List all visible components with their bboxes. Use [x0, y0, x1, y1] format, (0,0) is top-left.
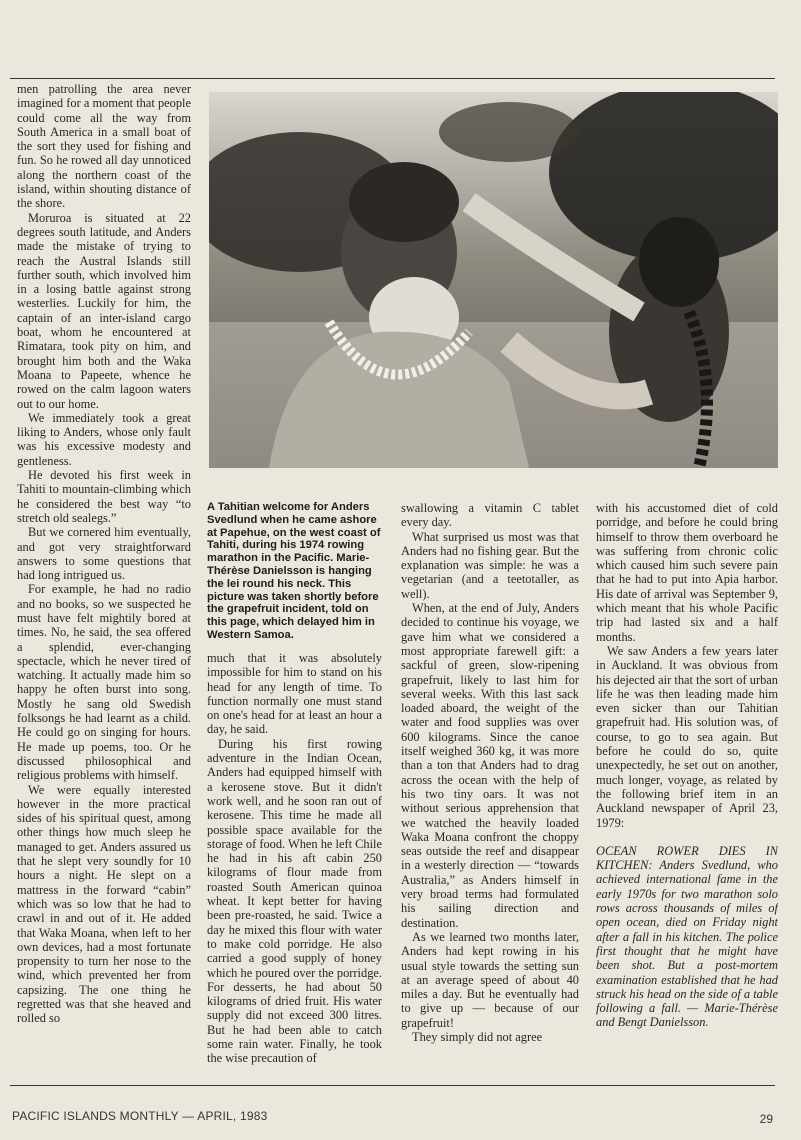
paragraph: When, at the end of July, Anders decided to continue his voyage, we gave him what we considered a most appropriate farewell gift: a sackful of green, slow-ripening grapefruit, likely to last him for several weeks. With this last sack loaded aboard, the weight of the water and food supplies was over 600 kilograms. Since the canoe itself weighed 360 kg, it was more than a ton that Anders had to drag across the ocean with the help of his two tiny oars. It was not without serious apprehension that we watched the heavily loaded Waka Moana confront the choppy seas outside the reef and disappear in a westerly direction — “towards Australia,” as Anders himself in very broad terms had formulated his sailing direction and destination.	[401, 601, 579, 930]
article-column-1	[17, 82, 191, 1082]
photo-tahitian-welcome	[209, 92, 778, 468]
paragraph: We immediately took a great liking to Anders, whose only fault was his excessive modesty and gentleness.	[17, 410, 191, 468]
paragraph: swallowing a vitamin C tablet every day.	[401, 501, 579, 530]
article-column-3	[401, 501, 579, 1081]
publication-footer: PACIFIC ISLANDS MONTHLY — APRIL, 1983	[12, 1109, 268, 1123]
paragraph: They simply did not agree	[412, 1029, 543, 1044]
paragraph: We were equally interested however in the more practical sides of his spiritual quest, among other things how much sleep he managed to get. Anders assured us that he slept very soundly for 10 hours a night. He slept on a mattress in the forward “cabin” which was so low that he had to crawl in and out of it. He added that Waka Moana, when left to her own devices, had a most fortunate propensity to turn her nose to the wind, which prevented her from capsizing. The one thing he regretted was that she heaved and rolled so	[17, 782, 191, 1026]
paragraph: As we learned two months later, Anders had kept rowing in his usual style towards the setting sun at an average speed of about 40 miles a day. But he eventually had to give up — because of our grapefruit!	[401, 929, 579, 1030]
paragraph: For example, he had no radio and no books, so we suspected he must have felt mightily bored at times. No, he said, the sea offered a splendid, ever-changing spectacle, which he never tired of watching. It actually made him so happy he often burst into song. Mostly he sang old Swedish folksongs he had learnt as a child. He could go on singing for hours. He made up poems, too. Or he discussed philosophical and religious problems with himself.	[17, 582, 191, 783]
bottom-rule	[10, 1085, 775, 1086]
paragraph: with his accustomed diet of cold porridge, and before he could bring himself to throw them overboard he was suffering from chronic colic which caused him such severe pain that he had to put into Apia harbor. His date of arrival was September 9, which meant that his whole Pacific trip had lasted six and a half months.	[596, 501, 778, 644]
page-number: 29	[759, 1112, 773, 1126]
paragraph: men patrolling the area never imagined for a moment that people could come all the way from South America in a small boat of the sort they used for fishing and fun. So he rowed all day unnoticed along the northern coast of the island, within shouting distance of the shore.	[17, 82, 191, 211]
article-column-4	[596, 501, 778, 1081]
paragraph: During his first rowing adventure in the Indian Ocean, Anders had equipped himself with a kerosene stove. But it didn't work well, and he soon ran out of kerosene. This time he made all possible space available for the storage of food. When he left Chile he had in his aft cabin 250 kilograms of flour made from roasted South American quinoa wheat. It kept better for having been pre-roasted, he said. Twice a day he mixed this flour with water to make cold porridge. He also carried a good supply of honey which he poured over the porridge. For desserts, he had about 50 kilograms of dried fruit. His water supply did not exceed 300 litres. But he had been able to catch some rain water. Finally, he took the wise precaution of	[207, 736, 382, 1066]
paragraph: He devoted his first week in Tahiti to mountain-climbing which he considered the best way “to stretch old sealegs.”	[17, 468, 191, 525]
article-column-2	[207, 651, 382, 1083]
newspaper-quote: OCEAN ROWER DIES IN KITCHEN: Anders Svedlund, who achieved international fame in the early 1970s for two marathon solo rows across thousands of miles of open ocean, died on Friday night after a fall in his kitchen. The police first thought that he might have been shot. But a post-mortem examination established that he had struck his head on the side of a table following a fall. — Marie-Thérèse and Bengt Danielsson.	[596, 843, 778, 1030]
paragraph: Moruroa is situated at 22 degrees south latitude, and Anders made the mistake of trying to reach the Austral Islands still further south, which involved him in a losing battle against strong westerlies. Luckily for him, the captain of an inter-island cargo boat, whom he encountered at Rimatara, took pity on him, and brought him both and the Waka Moana to Papeete, whence he rowed on the calm lagoon waters out to our home.	[17, 210, 191, 411]
paragraph: We saw Anders a few years later in Auckland. It was obvious from his dejected air that the sort of urban life he was then leading made him even sicker than our Tahitian grapefruit had. His solution was, of course, to go to sea again. But before he could do so, quite unexpectedly, he set out on another, much longer, voyage, as related by the following brief item in an Auckland newspaper of April 23, 1979:	[596, 643, 778, 830]
photo-caption: A Tahitian welcome for Anders Svedlund when he came ashore at Papehue, on the west coast of Tahiti, during his 1974 rowing marathon in the Pacific. Marie-Thérèse Danielsson is hanging the lei round his neck. This picture was taken shortly before the grapefruit incident, told on this page, which delayed him in Western Samoa.	[207, 501, 381, 641]
paragraph: But we cornered him eventually, and got very straightforward answers to some questions that had long intrigued us.	[17, 525, 191, 583]
top-rule	[10, 78, 775, 79]
paragraph: much that it was absolutely impossible for him to stand on his head for any length of time. To function normally one must stand on one's head for at least an hour a day, he said.	[207, 651, 382, 737]
paragraph: What surprised us most was that Anders had no fishing gear. But the explanation was simple: he was a vegetarian (and a teetotaller, as well).	[401, 529, 579, 601]
